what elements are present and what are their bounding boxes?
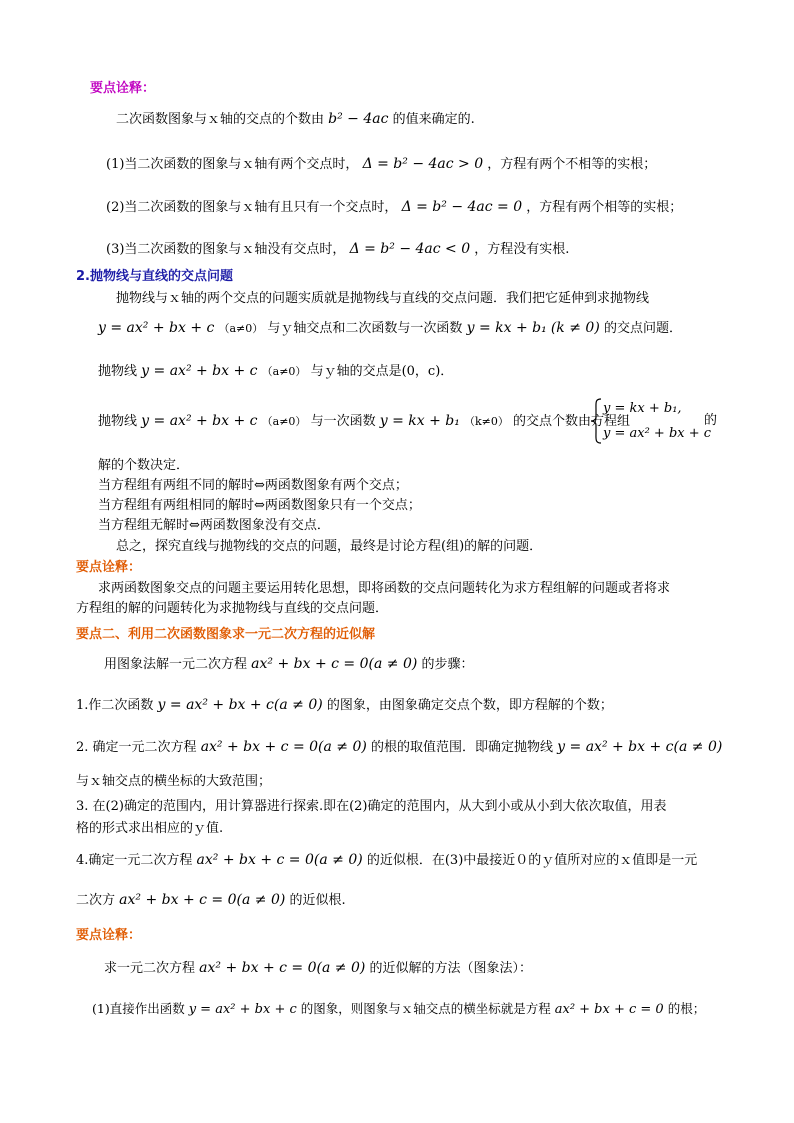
p4-formula1: y = ax² + bx + c: [141, 413, 258, 429]
p2-formula2: y = kx + b₁: [466, 320, 547, 336]
step2-prefix: 2. 确定一元二次方程: [76, 740, 197, 755]
step4-line2: [76, 891, 346, 910]
p4-cond2: （k≠0）: [464, 415, 509, 428]
section-heading-key-notes-2: 要点诠释：: [76, 560, 142, 575]
p8-prefix: (1)直接作出函数: [92, 1001, 185, 1016]
p5-line2: 方程组的解的问题转化为求抛物线与直线的交点问题．: [76, 601, 389, 616]
p4-line1: [98, 412, 630, 431]
system-brace: [589, 398, 603, 444]
p4-line2: 解的个数决定．: [98, 458, 190, 473]
p4-mid2: 的交点个数由方程组: [513, 414, 631, 429]
p4-formula2: y = kx + b₁: [379, 413, 460, 429]
step1-tail: 的图象，由图象确定交点个数，即方程解的个数；: [326, 698, 613, 713]
step2-mid: 的根的取值范围．即确定抛物线: [371, 740, 554, 755]
p8-formula1: y = ax² + bx + c: [188, 1002, 297, 1017]
case3-tail: ，方程没有实根.: [474, 242, 570, 257]
section-heading-approx-solution: 要点二、利用二次函数图象求一元二次方程的近似解: [76, 627, 376, 642]
p3-parabola-y-axis: [98, 362, 453, 381]
case-no-root: [106, 240, 569, 259]
p3-cond: （a≠0）: [261, 365, 307, 378]
p2-cond1: （a≠0）: [218, 322, 264, 335]
step1-prefix: 1.作二次函数: [76, 698, 154, 713]
step-4: [76, 851, 697, 870]
p3-prefix: 抛物线: [98, 364, 138, 379]
equiv-one-solution: 当方程组有两组相同的解时⇔两函数图象只有一个交点；: [98, 498, 421, 513]
p8-formula2: ax² + bx + c = 0: [554, 1002, 664, 1017]
p4-tail: 的: [704, 413, 718, 428]
case1-formula: Δ = b² − 4ac > 0: [362, 156, 484, 172]
step4-formula2: ax² + bx + c = 0(a ≠ 0): [119, 892, 286, 908]
p5-line1: 求两函数图象交点的问题主要运用转化思想，即将函数的交点问题转化为求方程组解的问题或者将求: [98, 581, 671, 596]
p3-formula: y = ax² + bx + c: [141, 363, 258, 379]
p7-tail: 的近似解的方法（图象法）：: [369, 961, 532, 976]
p2-formula1: y = ax² + bx + c: [98, 320, 215, 336]
p2-line1: 抛物线与ｘ轴的两个交点的问题实质就是抛物线与直线的交点问题．我们把它延伸到求抛物线: [116, 291, 650, 306]
p4-mid1: 与一次函数: [310, 414, 376, 429]
p1-text: 二次函数图象与ｘ轴的交点的个数由: [116, 112, 325, 127]
p6-formula: ax² + bx + c = 0(a ≠ 0): [251, 656, 418, 672]
equiv-no-solution: 当方程组无解时⇔两函数图象没有交点．: [98, 518, 330, 533]
p7-prefix: 求一元二次方程: [104, 961, 196, 976]
p4-cond1: （a≠0）: [261, 415, 307, 428]
step4-tail2: 的近似根.: [289, 893, 346, 908]
section-heading-key-notes-1: 要点诠释：: [90, 81, 156, 96]
step3-line2: 格的形式求出相应的ｙ值.: [76, 821, 224, 836]
p2-line2: [98, 319, 682, 338]
p2-tail: 的交点问题．: [603, 321, 682, 336]
system-equation-2: y = ax² + bx + c: [603, 426, 712, 441]
p2-cond2: (k ≠ 0): [550, 320, 600, 336]
step-1: [76, 696, 613, 715]
p8-direct-graph: [92, 1000, 705, 1019]
p3-tail: 与ｙ轴的交点是(0，c)．: [310, 364, 454, 379]
step4-mid: 的近似根．在(3)中最接近０的ｙ值所对应的ｘ值即是一元: [366, 853, 698, 868]
step-2: [76, 738, 722, 757]
case2-formula: Δ = b² − 4ac = 0: [401, 199, 523, 215]
step4-formula1: ax² + bx + c = 0(a ≠ 0): [196, 852, 363, 868]
p7-approx-method: [104, 959, 532, 978]
p7-formula: ax² + bx + c = 0(a ≠ 0): [199, 960, 366, 976]
step4-prefix: 4.确定一元二次方程: [76, 853, 193, 868]
case1-tail: ，方程有两个不相等的实根；: [487, 157, 657, 172]
case-one-root: [106, 198, 682, 217]
section-heading-parabola-line: 2.抛物线与直线的交点问题: [76, 269, 233, 284]
step2-formula2: y = ax² + bx + c(a ≠ 0): [557, 739, 723, 755]
p1-formula: b² − 4ac: [328, 111, 389, 127]
p6-prefix: 用图象法解一元二次方程: [104, 657, 248, 672]
case2-prefix: (2)当二次函数的图象与ｘ轴有且只有一个交点时，: [106, 200, 398, 215]
case1-prefix: (1)当二次函数的图象与ｘ轴有两个交点时，: [106, 157, 359, 172]
p2-mid: 与ｙ轴交点和二次函数与一次函数: [267, 321, 463, 336]
equiv-two-solutions: 当方程组有两组不同的解时⇔两函数图象有两个交点；: [98, 478, 408, 493]
paragraph-intersection-count: [116, 110, 475, 129]
step1-formula: y = ax² + bx + c(a ≠ 0): [157, 697, 323, 713]
p1-tail: 的值来确定的.: [392, 112, 475, 127]
case3-formula: Δ = b² − 4ac < 0: [349, 241, 471, 257]
case2-tail: ，方程有两个相等的实根；: [526, 200, 683, 215]
step2-formula1: ax² + bx + c = 0(a ≠ 0): [200, 739, 367, 755]
p6-tail: 的步骤：: [421, 657, 474, 672]
p6-graph-method: [104, 655, 473, 674]
p4-prefix: 抛物线: [98, 414, 138, 429]
case-two-roots: [106, 155, 656, 174]
step2-line2: 与ｘ轴交点的横坐标的大致范围；: [76, 774, 272, 789]
summary-line: 总之，探究直线与抛物线的交点的问题，最终是讨论方程(组)的解的问题．: [116, 539, 543, 554]
section-heading-key-notes-3: 要点诠释：: [76, 928, 142, 943]
case3-prefix: (3)当二次函数的图象与ｘ轴没有交点时，: [106, 242, 346, 257]
system-equation-1: y = kx + b₁,: [603, 401, 682, 416]
step4-prefix2: 二次方: [76, 893, 116, 908]
p8-tail: 的根；: [667, 1001, 706, 1016]
step3-line1: 3. 在(2)确定的范围内，用计算器进行探索.即在(2)确定的范围内，从大到小或从小到大依次取值，用表: [76, 799, 667, 814]
p8-mid: 的图象，则图象与ｘ轴交点的横坐标就是方程: [300, 1001, 551, 1016]
